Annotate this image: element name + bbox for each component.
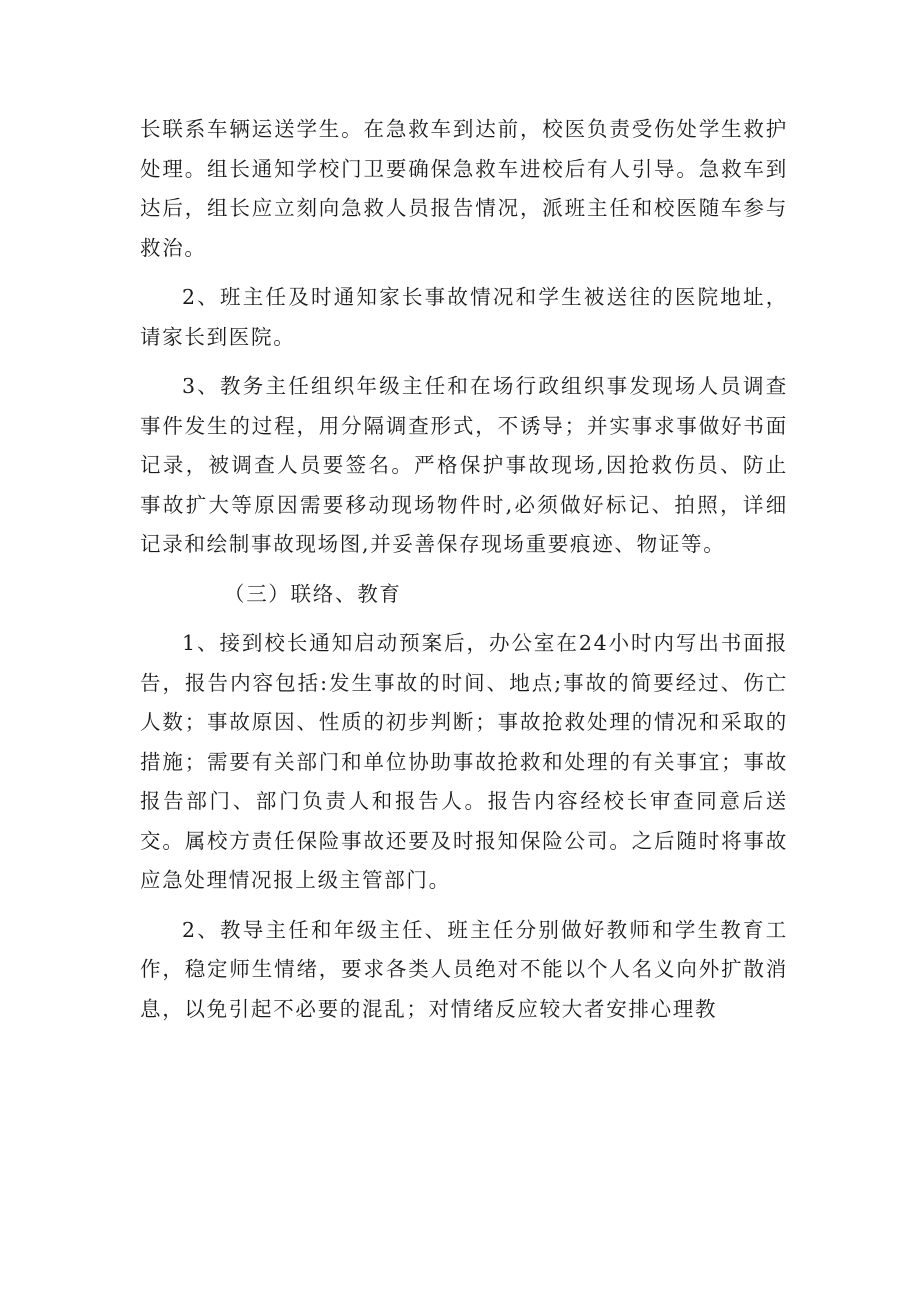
- document-page: [140, 110, 788, 1029]
- section-heading: （三）联络、教育: [224, 581, 402, 606]
- paragraph-continued: 长联系车辆运送学生。在急救车到达前，校医负责受伤处学生救护处理。组长通知学校门卫要确保急救车进校后有人引导。急救车到达后，组长应立刻向急救人员报告情况，派班主任和校医随车参与救治。: [140, 117, 788, 260]
- paragraph-liaison-1: 1、接到校长通知启动预案后，办公室在24小时内写出书面报告，报告内容包括:发生事故的时间、地点;事故的简要经过、伤亡人数；事故原因、性质的初步判断；事故抢救处理的情况和采取的措施；需要有关部门和单位协助事故抢救和处理的有关事宜；事故报告部门、部门负责人和报告人。报告内容经校长审查同意后送交。属校方责任保险事故还要及时报知保险公司。之后随时将事故应急处理情况报上级主管部门。: [140, 631, 788, 892]
- paragraph-liaison-2: 2、教导主任和年级主任、班主任分别做好教师和学生教育工作，稳定师生情绪，要求各类人员绝对不能以个人名义向外扩散消息，以免引起不必要的混乱；对情绪反应较大者安排心理教: [140, 917, 788, 1021]
- paragraph-item-3: 3、教务主任组织年级主任和在场行政组织事发现场人员调查事件发生的过程，用分隔调查形式，不诱导；并实事求事做好书面记录，被调查人员要签名。严格保护事故现场,因抢救伤员、防止事故扩大等原因需要移动现场物件时,必须做好标记、拍照，详细记录和绘制事故现场图,并妥善保存现场重要痕迹、物证等。: [140, 374, 788, 556]
- paragraph-item-2: 2、班主任及时通知家长事故情况和学生被送往的医院地址，请家长到医院。: [140, 285, 788, 349]
